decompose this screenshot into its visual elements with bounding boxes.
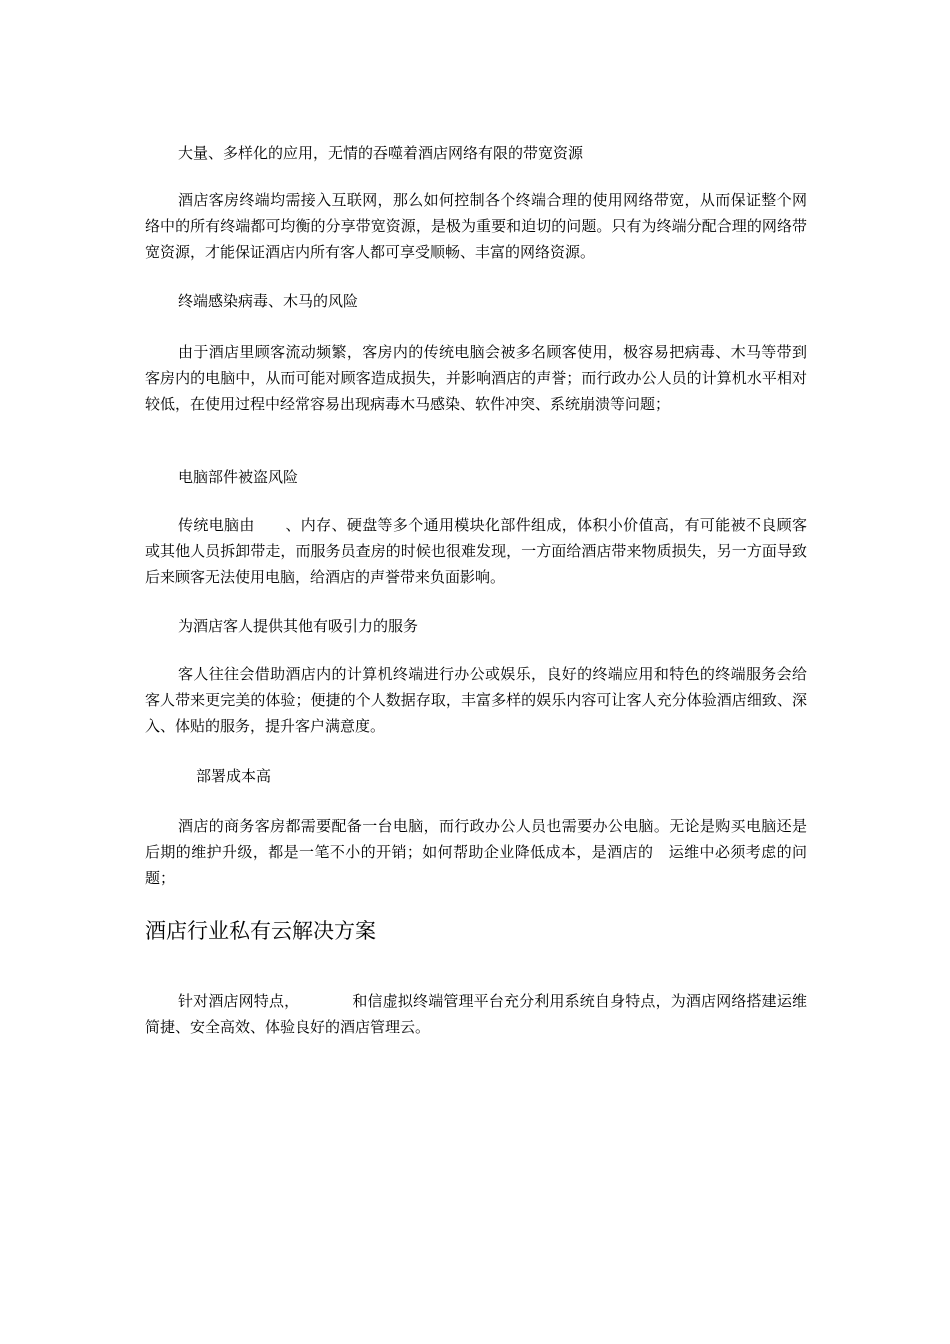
heading-services: 为酒店客人提供其他有吸引力的服务: [178, 617, 419, 635]
paragraph-deployment-cost: 酒店的商务客房都需要配备一台电脑，而行政办公人员也需要办公电脑。无论是购买电脑还是后期的维护升级，都是一笔不小的开销；如何帮助企业降低成本，是酒店的 运维中必须考虑的问题；: [145, 817, 807, 887]
paragraph-solution: 针对酒店网特点， 和信虚拟终端管理平台充分利用系统自身特点，为酒店网络搭建运维简捷、安全高效、体验良好的酒店管理云。: [145, 992, 807, 1036]
paragraph-services: 客人往往会借助酒店内的计算机终端进行办公或娱乐，良好的终端应用和特色的终端服务会给客人带来更完美的体验；便捷的个人数据存取，丰富多样的娱乐内容可让客人充分体验酒店细致、深入、体贴的服务，提升客户满意度。: [145, 665, 807, 735]
heading-deployment-cost: 部署成本高: [196, 767, 272, 785]
heading-theft-risk: 电脑部件被盗风险: [178, 468, 299, 486]
section-title-private-cloud: 酒店行业私有云解决方案: [145, 919, 376, 943]
paragraph-theft-risk: 传统电脑由 、内存、硬盘等多个通用模块化部件组成，体积小价值高，有可能被不良顾客或其他人员拆卸带走，而服务员查房的时候也很难发现，一方面给酒店带来物质损失，另一方面导致后来顾客无法使用电脑，给酒店的声誉带来负面影响。: [145, 516, 807, 586]
heading-virus-risk: 终端感染病毒、木马的风险: [178, 292, 359, 310]
paragraph-virus-risk: 由于酒店里顾客流动频繁，客房内的传统电脑会被多名顾客使用，极容易把病毒、木马等带到客房内的电脑中，从而可能对顾客造成损失，并影响酒店的声誉；而行政办公人员的计算机水平相对较低，在使用过程中经常容易出现病毒木马感染、软件冲突、系统崩溃等问题；: [145, 343, 807, 413]
paragraph-bandwidth: 酒店客房终端均需接入互联网，那么如何控制各个终端合理的使用网络带宽，从而保证整个网络中的所有终端都可均衡的分享带宽资源，是极为重要和迫切的问题。只有为终端分配合理的网络带宽资源，才能保证酒店内所有客人都可享受顺畅、丰富的网络资源。: [145, 191, 807, 261]
heading-bandwidth: 大量、多样化的应用，无情的吞噬着酒店网络有限的带宽资源: [178, 144, 584, 162]
